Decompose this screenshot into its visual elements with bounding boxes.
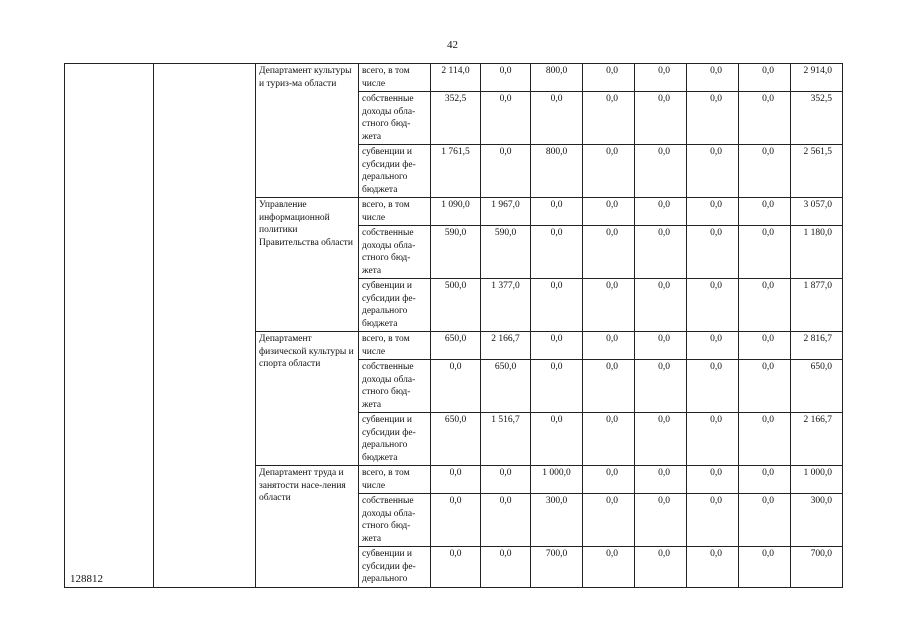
- year-value: 2 166,7: [481, 332, 531, 360]
- total-value: 2 166,7: [791, 413, 843, 466]
- year-value: 0,0: [531, 360, 583, 413]
- total-value: 1 877,0: [791, 279, 843, 332]
- total-value: 650,0: [791, 360, 843, 413]
- year-value: 2 114,0: [431, 64, 481, 92]
- funding-source: субвенции и субсидии фе-дерального бюджета: [359, 413, 431, 466]
- year-value: 352,5: [431, 92, 481, 145]
- total-value: 700,0: [791, 547, 843, 588]
- year-value: 0,0: [687, 494, 739, 547]
- year-value: 0,0: [531, 226, 583, 279]
- year-value: 0,0: [739, 360, 791, 413]
- year-value: 0,0: [687, 547, 739, 588]
- year-value: 0,0: [531, 413, 583, 466]
- year-value: 1 967,0: [481, 198, 531, 226]
- year-value: 0,0: [635, 332, 687, 360]
- year-value: 0,0: [583, 145, 635, 198]
- funding-source: собственные доходы обла-стного бюд-жета: [359, 494, 431, 547]
- year-value: 0,0: [481, 494, 531, 547]
- year-value: 0,0: [583, 64, 635, 92]
- funding-source: субвенции и субсидии фе-дерального: [359, 547, 431, 588]
- year-value: 0,0: [481, 547, 531, 588]
- funding-source: субвенции и субсидии фе-дерального бюджета: [359, 279, 431, 332]
- year-value: 0,0: [635, 226, 687, 279]
- year-value: 0,0: [739, 92, 791, 145]
- funding-source: собственные доходы обла-стного бюд-жета: [359, 360, 431, 413]
- year-value: 0,0: [739, 494, 791, 547]
- year-value: 0,0: [481, 466, 531, 494]
- year-value: 650,0: [481, 360, 531, 413]
- year-value: 0,0: [431, 494, 481, 547]
- funding-source: всего, в том числе: [359, 466, 431, 494]
- year-value: 0,0: [687, 198, 739, 226]
- total-value: 1 180,0: [791, 226, 843, 279]
- year-value: 0,0: [583, 332, 635, 360]
- total-value: 2 561,5: [791, 145, 843, 198]
- total-value: 1 000,0: [791, 466, 843, 494]
- year-value: 0,0: [583, 226, 635, 279]
- empty-number-column: [65, 64, 154, 588]
- year-value: 0,0: [531, 92, 583, 145]
- year-value: 0,0: [687, 92, 739, 145]
- year-value: 0,0: [687, 466, 739, 494]
- empty-program-column: [154, 64, 256, 588]
- budget-table: [64, 63, 843, 588]
- total-value: 300,0: [791, 494, 843, 547]
- department-name: Департамент культуры и туриз-ма области: [256, 64, 359, 198]
- year-value: 1 377,0: [481, 279, 531, 332]
- year-value: 0,0: [739, 198, 791, 226]
- year-value: 0,0: [687, 145, 739, 198]
- year-value: 0,0: [583, 92, 635, 145]
- year-value: 650,0: [431, 332, 481, 360]
- department-name: Департамент физической культуры и спорта области: [256, 332, 359, 466]
- year-value: 0,0: [687, 226, 739, 279]
- year-value: 0,0: [431, 360, 481, 413]
- year-value: 0,0: [739, 279, 791, 332]
- department-name: Департамент труда и занятости насе-ления области: [256, 466, 359, 588]
- year-value: 1 000,0: [531, 466, 583, 494]
- year-value: 0,0: [431, 547, 481, 588]
- year-value: 0,0: [687, 332, 739, 360]
- year-value: 0,0: [583, 466, 635, 494]
- total-value: 2 816,7: [791, 332, 843, 360]
- document-code: 128812: [70, 573, 103, 585]
- year-value: 590,0: [431, 226, 481, 279]
- year-value: 0,0: [739, 332, 791, 360]
- year-value: 0,0: [583, 279, 635, 332]
- year-value: 0,0: [635, 413, 687, 466]
- funding-source: собственные доходы обла-стного бюд-жета: [359, 92, 431, 145]
- year-value: 500,0: [431, 279, 481, 332]
- total-value: 3 057,0: [791, 198, 843, 226]
- year-value: 0,0: [431, 466, 481, 494]
- year-value: 0,0: [687, 279, 739, 332]
- year-value: 0,0: [739, 413, 791, 466]
- year-value: 650,0: [431, 413, 481, 466]
- table-row: [65, 64, 843, 92]
- funding-source: всего, в том числе: [359, 332, 431, 360]
- year-value: 0,0: [583, 547, 635, 588]
- year-value: 0,0: [739, 64, 791, 92]
- year-value: 0,0: [583, 198, 635, 226]
- total-value: 2 914,0: [791, 64, 843, 92]
- year-value: 0,0: [583, 360, 635, 413]
- year-value: 0,0: [635, 279, 687, 332]
- year-value: 700,0: [531, 547, 583, 588]
- year-value: 1 090,0: [431, 198, 481, 226]
- year-value: 0,0: [635, 360, 687, 413]
- year-value: 0,0: [635, 466, 687, 494]
- year-value: 0,0: [687, 413, 739, 466]
- year-value: 0,0: [531, 332, 583, 360]
- year-value: 0,0: [583, 413, 635, 466]
- year-value: 0,0: [739, 547, 791, 588]
- year-value: 1 516,7: [481, 413, 531, 466]
- year-value: 0,0: [739, 226, 791, 279]
- page-number: 42: [447, 39, 458, 51]
- budget-table-body: [65, 64, 843, 588]
- department-name: Управление информационной политики Правительства области: [256, 198, 359, 332]
- funding-source: всего, в том числе: [359, 198, 431, 226]
- funding-source: субвенции и субсидии фе-дерального бюджета: [359, 145, 431, 198]
- year-value: 800,0: [531, 145, 583, 198]
- year-value: 0,0: [687, 360, 739, 413]
- year-value: 0,0: [635, 198, 687, 226]
- year-value: 0,0: [531, 198, 583, 226]
- year-value: 0,0: [481, 64, 531, 92]
- year-value: 0,0: [531, 279, 583, 332]
- year-value: 590,0: [481, 226, 531, 279]
- year-value: 0,0: [739, 145, 791, 198]
- year-value: 0,0: [583, 494, 635, 547]
- year-value: 0,0: [635, 145, 687, 198]
- year-value: 0,0: [635, 92, 687, 145]
- year-value: 300,0: [531, 494, 583, 547]
- year-value: 0,0: [635, 547, 687, 588]
- funding-source: всего, в том числе: [359, 64, 431, 92]
- year-value: 0,0: [635, 64, 687, 92]
- year-value: 800,0: [531, 64, 583, 92]
- year-value: 0,0: [481, 145, 531, 198]
- funding-source: собственные доходы обла-стного бюд-жета: [359, 226, 431, 279]
- total-value: 352,5: [791, 92, 843, 145]
- year-value: 0,0: [739, 466, 791, 494]
- year-value: 0,0: [635, 494, 687, 547]
- year-value: 1 761,5: [431, 145, 481, 198]
- year-value: 0,0: [687, 64, 739, 92]
- year-value: 0,0: [481, 92, 531, 145]
